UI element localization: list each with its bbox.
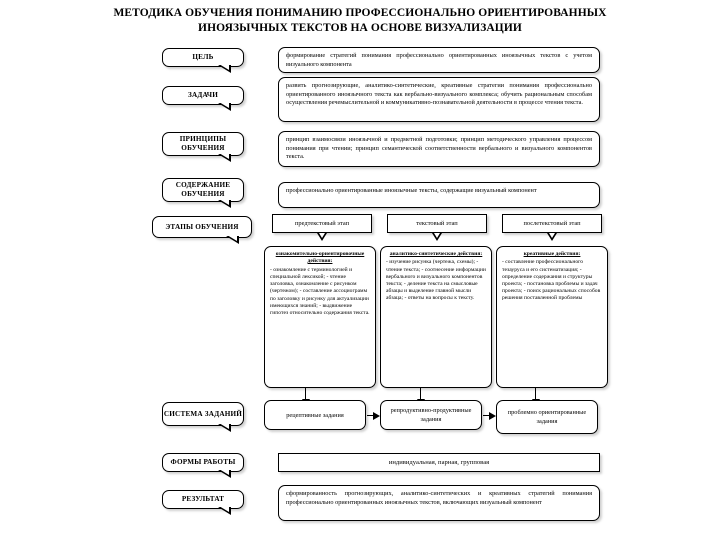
stage-actions-2-body: - изучение рисунка (чертежа, схемы); - чтение текста; - соотнесение информации вербального и визуального компонентов текста; - деление текста на смысловые абзацы и выделение главной мысли абзаца; - ответы на вопросы к тексту. [386, 259, 486, 302]
stage-actions-3 [496, 246, 608, 388]
arrowhead-icon [373, 412, 380, 420]
content-tasks-text: развить прогнозирующие, аналитико-синтетические, креативные стратегии понимания профессионально ориентированного иноязычного текста как вербально-визуального комплекса; обучить рациональным способам осуществления речемыслительной и коммуникативно-познавательной деятельности в процессе чтения текста. [286, 82, 592, 107]
content-tasks [278, 77, 600, 122]
task-box-3 [496, 400, 598, 434]
callout-tail-inner-icon [219, 102, 229, 108]
label-tasks-text: ЗАДАЧИ [187, 91, 219, 99]
label-content [162, 178, 244, 202]
callout-tail-inner-icon [219, 506, 229, 512]
label-tasks-system [162, 402, 244, 426]
label-content-text: СОДЕРЖАНИЕ ОБУЧЕНИЯ [175, 181, 231, 198]
callout-tail-inner-icon [219, 64, 229, 70]
stage-header-3 [502, 214, 602, 233]
content-learning-content [278, 182, 600, 208]
label-principles-text: ПРИНЦИПЫ ОБУЧЕНИЯ [179, 135, 227, 152]
stage-header-1-text: предтекстовый этап [294, 219, 350, 227]
label-goal-text: ЦЕЛЬ [192, 53, 214, 61]
content-goal [278, 47, 600, 73]
content-principles-text: принцип взаимосвязи иноязычной и предметной подготовки; принцип методического управления процессом понимания при чтении; принцип семантической соответственности вербального и визуального компонентов текста. [286, 136, 592, 161]
arrow-down-stage-3-inner-icon [549, 233, 555, 238]
arrow-down-stage-2-inner-icon [434, 233, 440, 238]
stage-actions-1 [264, 246, 376, 388]
label-principles [162, 132, 244, 156]
task-box-1-text: рецептивные задания [286, 411, 344, 419]
task-box-2-text: репродуктивно-продуктивные задания [390, 407, 472, 423]
stage-header-2 [387, 214, 487, 233]
content-result [278, 485, 600, 521]
stage-actions-3-head: креативные действия: [523, 251, 581, 257]
stage-actions-2-head: аналитико-синтетические действия: [389, 251, 483, 257]
label-work-forms [162, 453, 244, 472]
label-stages-text: ЭТАПЫ ОБУЧЕНИЯ [165, 222, 239, 231]
content-learning-content-text: профессионально ориентированные иноязычные тексты, содержащие визуальный компонент [286, 187, 537, 194]
arrowhead-icon [489, 412, 496, 420]
label-work-forms-text: ФОРМЫ РАБОТЫ [170, 458, 236, 466]
arrow-right-task-1-2 [367, 415, 373, 416]
arrow-down-to-task-2 [420, 388, 421, 400]
callout-tail-inner-icon [219, 423, 229, 429]
stage-header-3-text: послетекстовый этап [523, 219, 581, 227]
callout-tail-inner-icon [227, 235, 237, 241]
label-tasks-system-text: СИСТЕМА ЗАДАНИЙ [163, 409, 243, 418]
content-result-text: сформированность прогнозирующих, аналитико-синтетических и креативных стратегий понимания профессионально ориентированных иноязычных текстов, включающих визуальный компонент [286, 490, 592, 506]
callout-tail-inner-icon [219, 153, 229, 159]
callout-tail-inner-icon [219, 469, 229, 475]
content-work-forms-text: индивидуальная, парная, групповая [388, 459, 490, 466]
task-box-1 [264, 400, 366, 430]
label-stages [152, 216, 252, 238]
label-goal [162, 48, 244, 67]
task-box-2 [380, 400, 482, 430]
content-goal-text: формирование стратегий понимания профессионально ориентированных иноязычных текстов с учетом визуального компонента [286, 52, 592, 68]
arrow-down-to-task-3 [535, 388, 536, 400]
callout-tail-inner-icon [219, 199, 229, 205]
arrow-down-stage-1-inner-icon [319, 233, 325, 238]
label-tasks [162, 86, 244, 105]
stage-header-2-text: текстовый этап [416, 219, 458, 227]
stage-header-1 [272, 214, 372, 233]
stage-actions-2 [380, 246, 492, 388]
page-title: МЕТОДИКА ОБУЧЕНИЯ ПОНИМАНИЮ ПРОФЕССИОНАЛЬНО ОРИЕНТИРОВАННЫХ ИНОЯЗЫЧНЫХ ТЕКСТОВ НА ОСНОВЕ ВИЗУАЛИЗАЦИИ [113, 7, 607, 34]
stage-actions-1-body: - ознакомление с терминологией и специальной лексикой; - чтение заголовка, ознакомление с рисунком (чертежом); - составление ассоциограмм по заголовку и рисунку для актуализации имеющихся знаний; - выдвижение гипотез относительно содержания текста. [270, 266, 370, 317]
label-result [162, 490, 244, 509]
stage-actions-3-body: - составление профессионального тезауруса и его систематизация; - определение содержания и структуры проекта; - постановка проблемы и задач проекта; - поиск рациональных способов решения поставленной проблемы [502, 259, 601, 302]
arrow-right-task-2-3 [483, 415, 489, 416]
content-work-forms [278, 453, 600, 472]
label-result-text: РЕЗУЛЬТАТ [181, 495, 225, 503]
arrow-down-to-task-1 [305, 388, 306, 400]
task-box-3-text: проблемно ориентированные задания [507, 409, 587, 425]
stage-actions-1-head: ознакомительно-ориентировочные действия: [275, 251, 365, 265]
content-principles [278, 131, 600, 167]
